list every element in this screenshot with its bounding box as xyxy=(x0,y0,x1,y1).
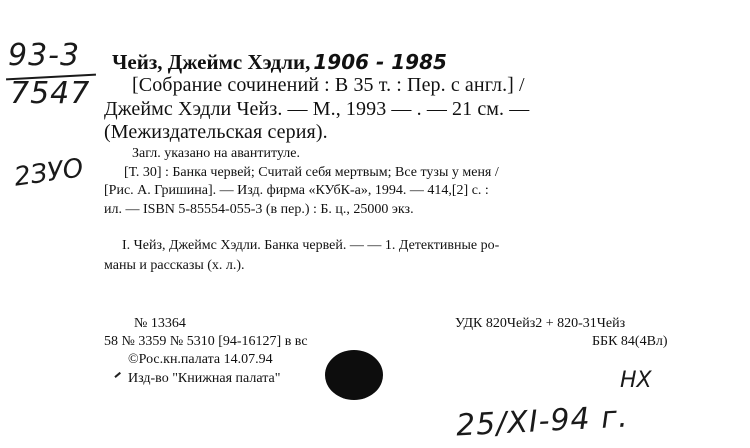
title-note: Загл. указано на авантитуле. xyxy=(132,146,300,161)
publisher-tick xyxy=(114,372,120,378)
publisher-line: Изд-во "Книжная палата" xyxy=(128,371,281,386)
author-heading xyxy=(112,50,447,75)
call-number-top: 93-3 xyxy=(8,38,81,73)
volume-line-1: [Т. 30] : Банка червей; Считай себя мертвым; Все тузы у меня / xyxy=(124,165,499,180)
author-name: Чейз, Джеймс Хэдли, xyxy=(112,50,311,74)
call-number-bottom: 7547 xyxy=(10,76,91,111)
chamber-line: ©Рос.кн.палата 14.07.94 xyxy=(128,352,273,367)
side-mark: 2ЗУО xyxy=(12,153,86,193)
title-line-3: (Межиздательская серия). xyxy=(104,121,328,143)
handwritten-date: 25/XI-94 г. xyxy=(455,399,630,444)
subject-line-1: I. Чейз, Джеймс Хэдли. Банка червей. — — 1. Детективные ро- xyxy=(122,238,500,253)
volume-line-3: ил. — ISBN 5-85554-055-3 (в пер.) : Б. ц., 25000 экз. xyxy=(104,202,414,217)
subject-line-2: маны и рассказы (х. л.). xyxy=(104,258,245,273)
order-line: 58 № 3359 № 5310 [94-16127] в вс xyxy=(104,334,308,349)
volume-line-2: [Рис. А. Гришина]. — Изд. фирма «КУбК-а», 1994. — 414,[2] с. : xyxy=(104,183,489,198)
handwritten-initials: НХ xyxy=(620,368,652,393)
bbk-code: ББК 84(4Вл) xyxy=(592,334,668,349)
udc-code: УДК 820Чейз2 + 820-31Чейз xyxy=(455,316,626,331)
record-number: № 13364 xyxy=(134,316,186,331)
author-years: 1906 - 1985 xyxy=(313,50,447,74)
ink-blot xyxy=(325,350,383,400)
title-line-2: Джеймс Хэдли Чейз. — М., 1993 — . — 21 см. — xyxy=(104,98,530,120)
title-line-1: [Собрание сочинений : В 35 т. : Пер. с англ.] / xyxy=(132,74,525,96)
